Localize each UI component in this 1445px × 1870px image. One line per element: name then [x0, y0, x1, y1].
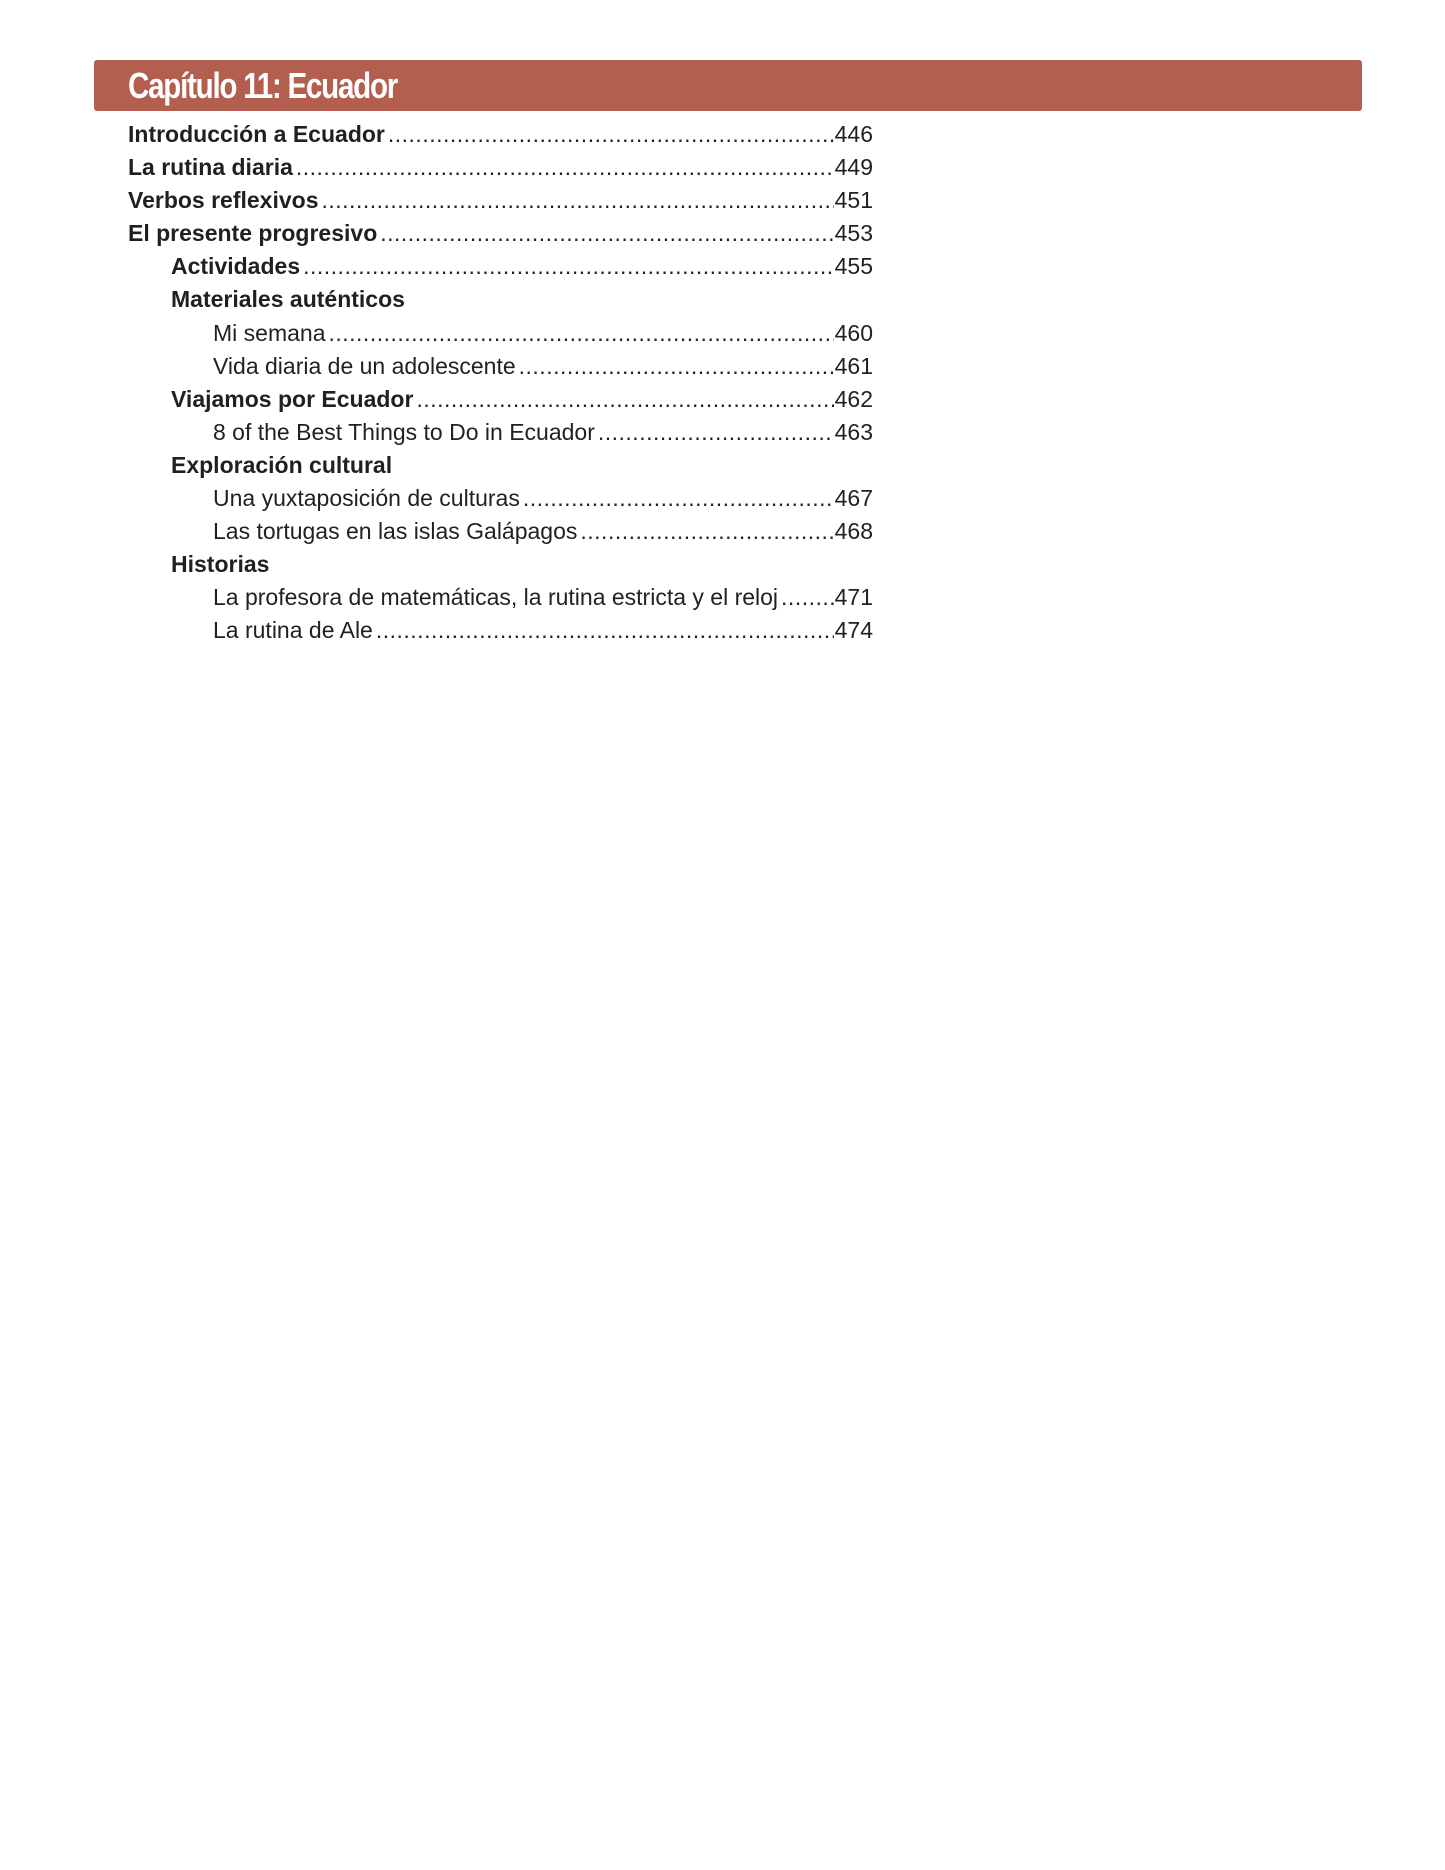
- dot-leader: [296, 151, 834, 184]
- toc-entry-title: Viajamos por Ecuador: [171, 385, 414, 412]
- toc-section-heading: [128, 449, 873, 482]
- toc-entry-page: 462: [834, 385, 873, 412]
- toc-entry[interactable]: [128, 317, 873, 350]
- toc-entry-page: 451: [834, 187, 873, 214]
- toc-entry[interactable]: [128, 383, 873, 416]
- dot-leader: [781, 581, 834, 614]
- dot-leader: [380, 217, 833, 250]
- toc-entry-page: 474: [834, 617, 873, 644]
- toc-entry-title: Actividades: [171, 253, 301, 280]
- toc-entry[interactable]: [128, 581, 873, 614]
- toc-entry-title: 8 of the Best Things to Do in Ecuador: [213, 418, 595, 445]
- toc-entry-page: 471: [834, 584, 873, 611]
- toc-entry[interactable]: [128, 250, 873, 283]
- dot-leader: [580, 515, 833, 548]
- toc-entry-page: 461: [834, 352, 873, 379]
- toc-entry[interactable]: [128, 118, 873, 151]
- toc-entry-page: 460: [834, 319, 873, 346]
- toc-entry[interactable]: [128, 151, 873, 184]
- toc-entry[interactable]: [128, 515, 873, 548]
- toc-entry-title: La rutina de Ale: [213, 617, 373, 644]
- toc-entry-title: Historias: [171, 551, 270, 578]
- toc-entry-title: Materiales auténticos: [171, 286, 405, 313]
- dot-leader: [598, 416, 834, 449]
- dot-leader: [376, 614, 834, 647]
- dot-leader: [322, 184, 834, 217]
- toc-entry-title: Exploración cultural: [171, 451, 393, 478]
- toc-entry-title: La profesora de matemáticas, la rutina estricta y el reloj: [213, 584, 779, 611]
- toc-entry-title: Vida diaria de un adolescente: [213, 352, 516, 379]
- toc-section-heading: [128, 283, 873, 316]
- dot-leader: [416, 383, 833, 416]
- toc-entry-page: 455: [834, 253, 873, 280]
- toc-entry[interactable]: [128, 482, 873, 515]
- toc-entry-title: Introducción a Ecuador: [128, 121, 385, 147]
- chapter-title: Capítulo 11: Ecuador: [128, 64, 398, 106]
- toc-entry[interactable]: [128, 614, 873, 647]
- toc-entry-title: Mi semana: [213, 319, 326, 346]
- dot-leader: [328, 317, 833, 350]
- toc-entry-page: 467: [834, 485, 873, 512]
- toc-section-heading: [128, 548, 873, 581]
- dot-leader: [523, 482, 834, 515]
- dot-leader: [388, 118, 834, 151]
- toc-entry[interactable]: [128, 416, 873, 449]
- dot-leader: [519, 350, 834, 383]
- toc-entry[interactable]: [128, 184, 873, 217]
- toc-entry-page: 463: [834, 418, 873, 445]
- toc-entry-title: Una yuxtaposición de culturas: [213, 485, 520, 512]
- toc-entry-title: El presente progresivo: [128, 220, 378, 247]
- toc-entry-page: 449: [834, 154, 873, 181]
- toc-entry-title: La rutina diaria: [128, 154, 293, 181]
- toc-entry[interactable]: [128, 350, 873, 383]
- toc-entry-page: 453: [834, 220, 873, 247]
- toc-entry-page: 468: [834, 518, 873, 545]
- toc-entry[interactable]: [128, 217, 873, 250]
- dot-leader: [303, 250, 834, 283]
- toc-entry-page: 446: [834, 121, 873, 147]
- chapter-header: [94, 60, 1362, 111]
- table-of-contents: [128, 118, 873, 648]
- toc-entry-title: Verbos reflexivos: [128, 187, 319, 214]
- toc-entry-title: Las tortugas en las islas Galápagos: [213, 518, 578, 545]
